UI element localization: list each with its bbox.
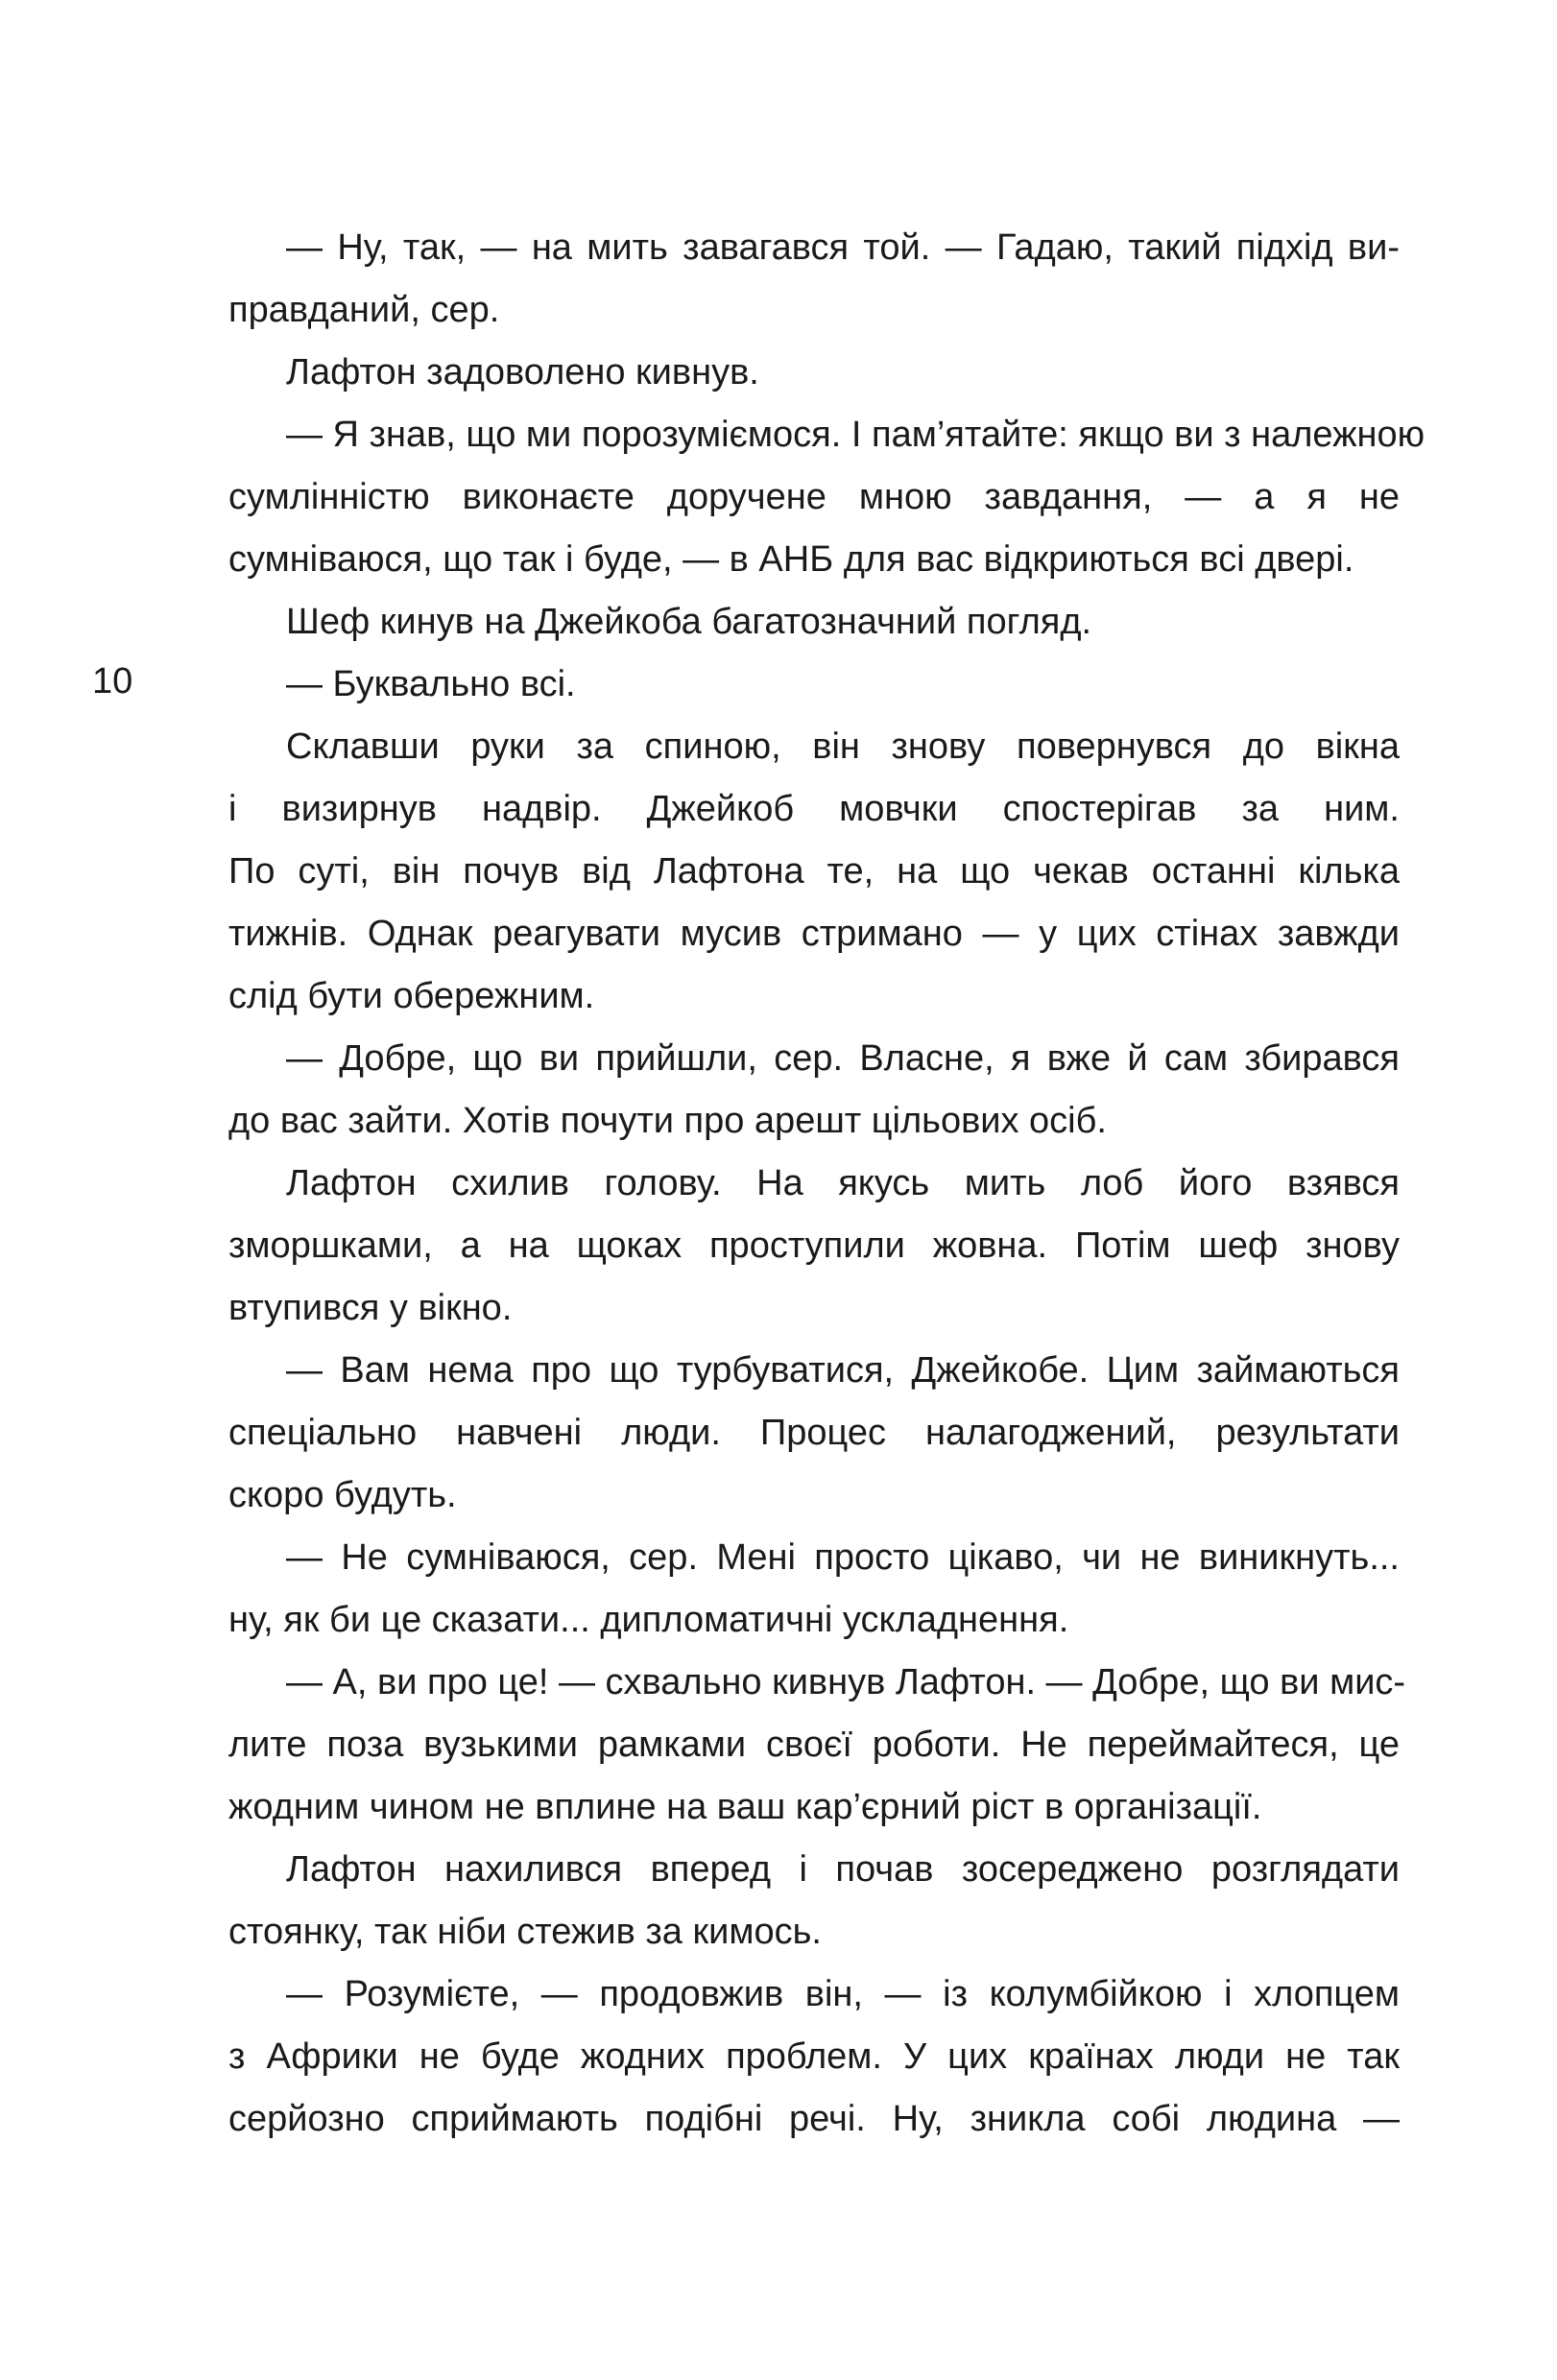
text-line: ну, як би це сказати... дипломатичні ускладнення. [228, 1600, 1069, 1640]
text-line: втупився у вікно. [228, 1288, 513, 1328]
text-line: — Я знав, що ми порозуміємося. І пам’ятайте: якщо ви з належною [286, 415, 1425, 455]
text-line: сумлінністю виконаєте доручене мною завдання, — а я не [228, 477, 1400, 517]
text-line: По суті, він почув від Лафтона те, на що чекав останні кілька [228, 851, 1400, 892]
text-line: правданий, сер. [228, 290, 500, 330]
text-line: стоянку, так ніби стежив за кимось. [228, 1912, 822, 1952]
text-line: — Ну, так, — на мить завагався той. — Гадаю, такий підхід ви- [286, 227, 1400, 268]
text-line: скоро будуть. [228, 1475, 457, 1515]
text-line: тижнів. Однак реагувати мусив стримано — у цих стінах завжди [228, 914, 1400, 954]
text-line: Лафтон схилив голову. На якусь мить лоб його взявся [286, 1163, 1400, 1203]
body-text [228, 217, 1425, 2151]
text-line: Лафтон нахилився вперед і почав зосереджено розглядати [286, 1849, 1400, 1890]
text-line: і визирнув надвір. Джейкоб мовчки спостерігав за ним. [228, 789, 1400, 829]
text-line: Склавши руки за спиною, він знову повернувся до вікна [286, 726, 1400, 767]
text-line: спеціально навчені люди. Процес налагоджений, результати [228, 1413, 1400, 1453]
text-line: жодним чином не вплине на ваш кар’єрний ріст в організації. [228, 1787, 1262, 1827]
text-line: до вас зайти. Хотів почути про арешт цільових осіб. [228, 1101, 1107, 1141]
text-line: слід бути обережним. [228, 976, 595, 1016]
text-line: — Добре, що ви прийшли, сер. Власне, я вже й сам збирався [286, 1038, 1400, 1079]
text-line: — Розумієте, — продовжив він, — із колумбійкою і хлопцем [286, 1974, 1400, 2014]
text-line: — Буквально всі. [286, 664, 576, 704]
text-line: сумніваюся, що так і буде, — в АНБ для вас відкриються всі двері. [228, 539, 1354, 580]
text-line: серйозно сприймають подібні речі. Ну, зникла собі людина — [228, 2099, 1400, 2139]
text-line: з Африки не буде жодних проблем. У цих країнах люди не так [228, 2036, 1400, 2077]
line-number-marker: 10 [92, 661, 133, 702]
text-line: лите поза вузькими рамками своєї роботи. Не переймайтеся, це [228, 1725, 1400, 1765]
text-line: Лафтон задоволено кивнув. [286, 352, 759, 393]
text-line: — Вам нема про що турбуватися, Джейкобе. Цим займаються [286, 1350, 1400, 1391]
text-line: Шеф кинув на Джейкоба багатозначний погляд. [286, 602, 1092, 642]
text-line: — Не сумніваюся, сер. Мені просто цікаво, чи не виникнуть... [286, 1537, 1400, 1578]
text-line: зморшками, а на щоках проступили жовна. Потім шеф знову [228, 1226, 1400, 1266]
text-line: — А, ви про це! — схвально кивнув Лафтон. — Добре, що ви мис- [286, 1662, 1406, 1702]
